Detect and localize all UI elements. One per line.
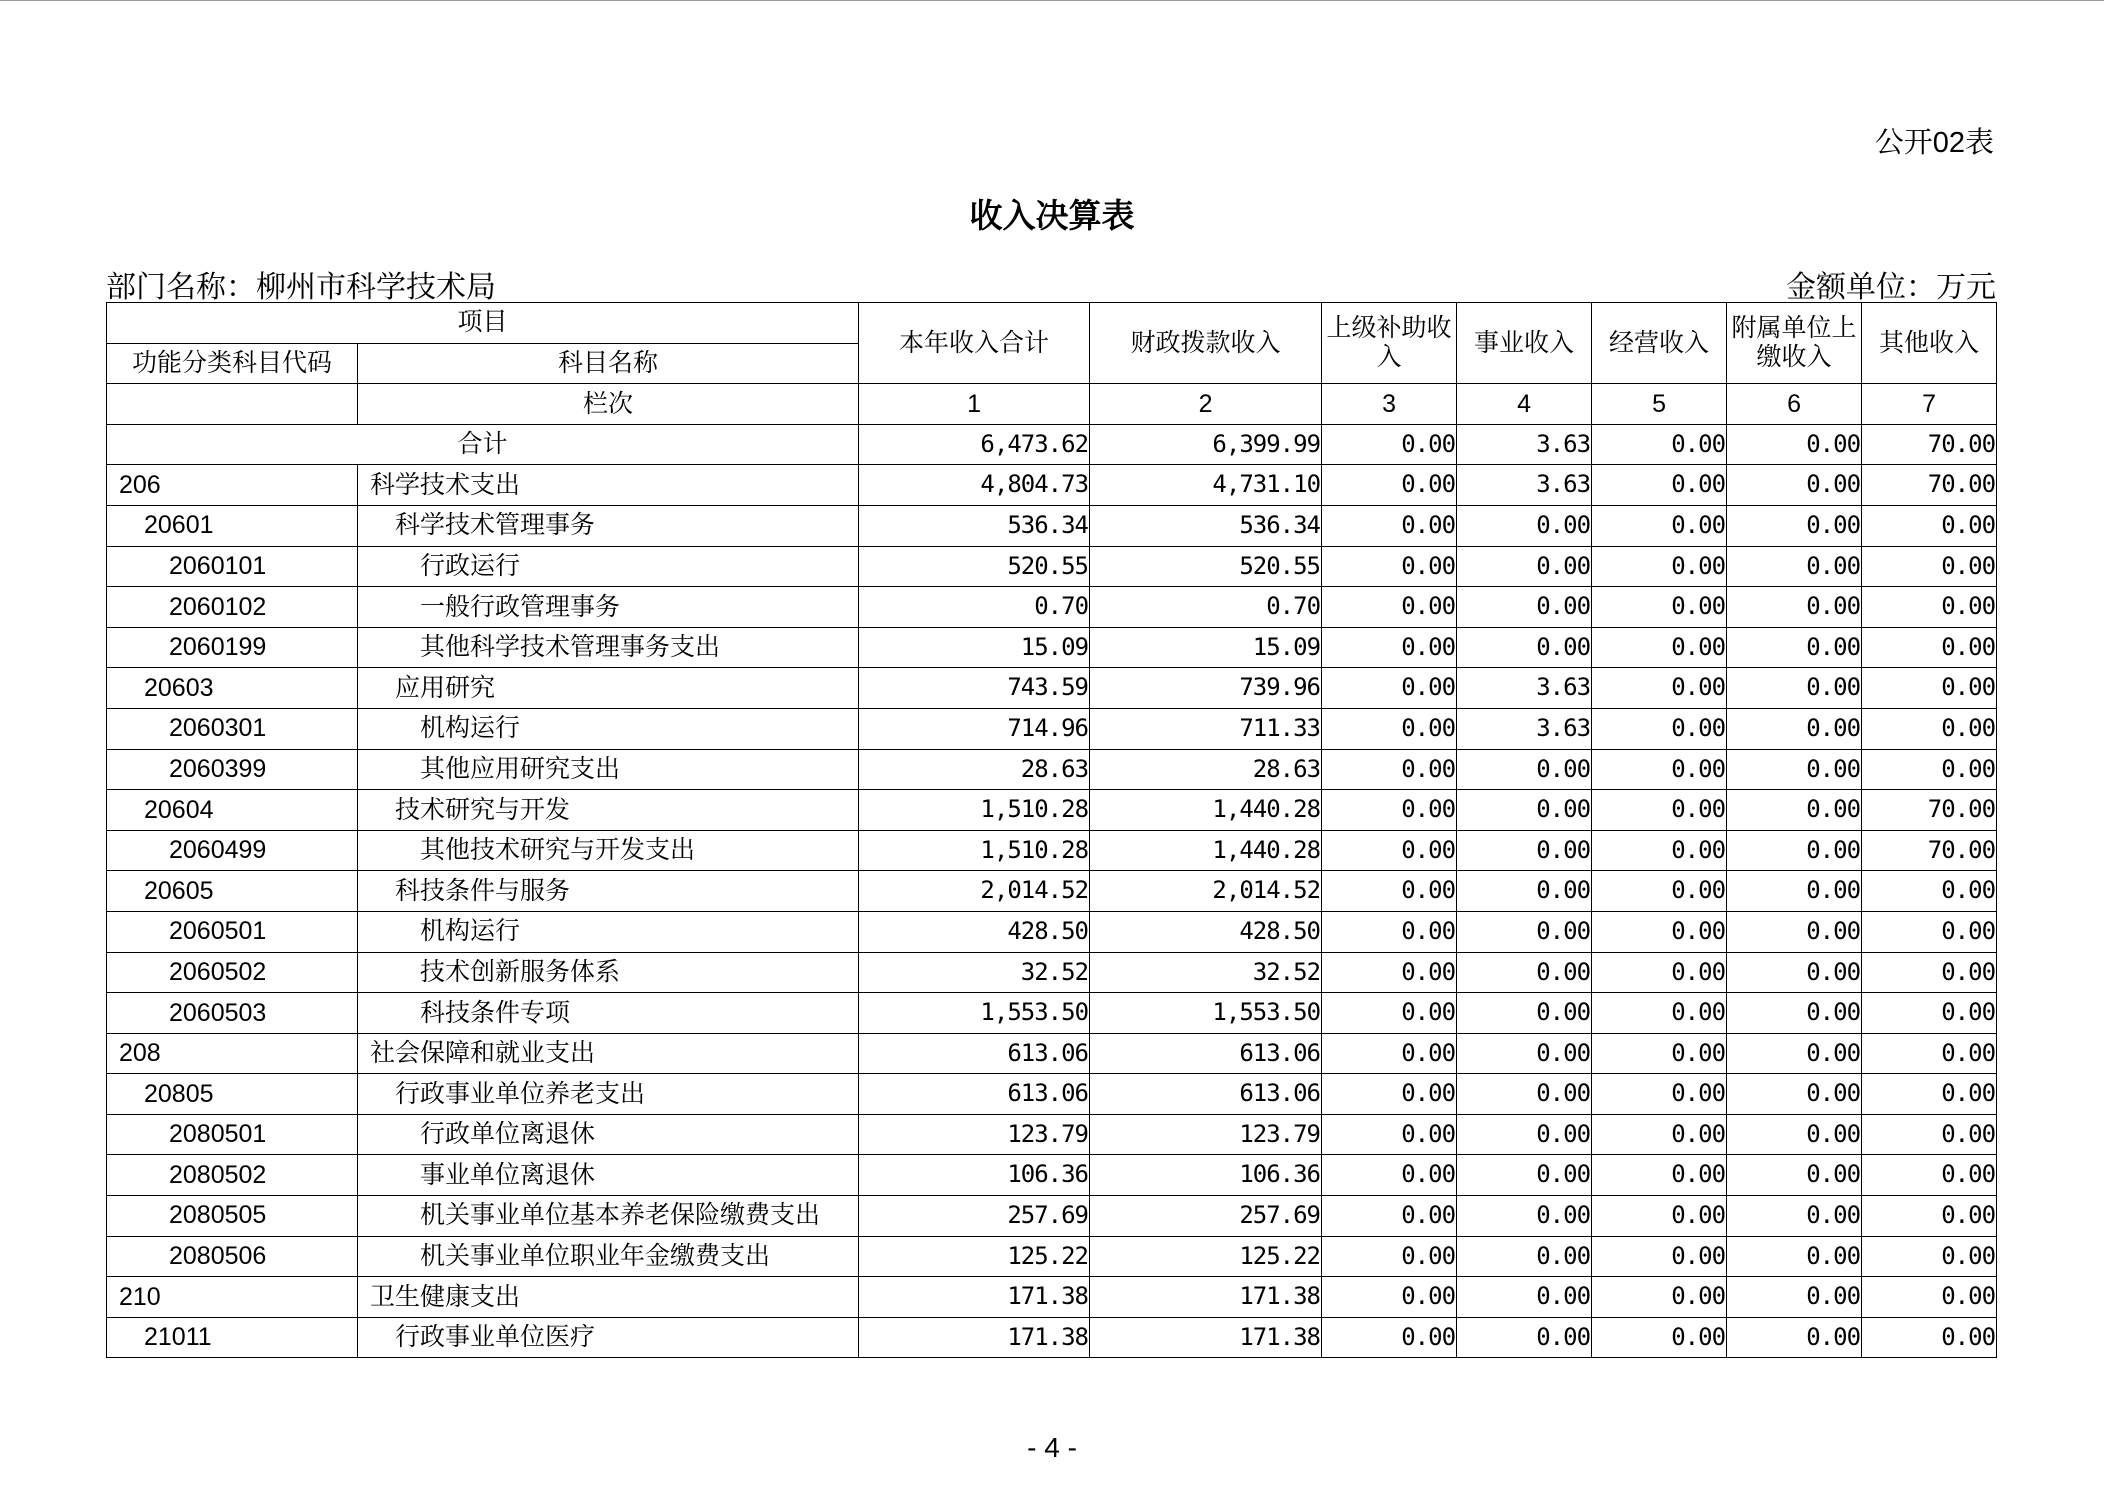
amount-cell: 0.00	[1322, 1033, 1457, 1074]
subject-code: 2080502	[107, 1155, 358, 1196]
subject-code: 2060503	[107, 993, 358, 1034]
amount-cell: 0.00	[1592, 1317, 1727, 1358]
amount-cell: 0.00	[1592, 587, 1727, 628]
amount-cell: 0.00	[1322, 749, 1457, 790]
amount-cell: 0.00	[1457, 1114, 1592, 1155]
amount-cell: 0.00	[1727, 1236, 1862, 1277]
amount-cell: 0.00	[1322, 505, 1457, 546]
table-row	[107, 587, 1997, 628]
amount-cell: 0.00	[1727, 911, 1862, 952]
amount-cell: 0.00	[1457, 749, 1592, 790]
table-row	[107, 1033, 1997, 1074]
amount-cell: 0.00	[1592, 911, 1727, 952]
subject-name: 科技条件与服务	[358, 871, 859, 912]
subject-name: 社会保障和就业支出	[358, 1033, 859, 1074]
amount-cell: 0.00	[1322, 668, 1457, 709]
column-index: 5	[1592, 384, 1727, 425]
amount-cell: 0.00	[1727, 790, 1862, 831]
table-row	[107, 1317, 1997, 1358]
amount-cell: 0.00	[1322, 546, 1457, 587]
amount-cell: 70.00	[1862, 790, 1997, 831]
table-row	[107, 1155, 1997, 1196]
subject-code: 2080505	[107, 1196, 358, 1237]
amount-cell: 0.00	[1457, 1033, 1592, 1074]
amount-cell: 0.00	[1322, 1196, 1457, 1237]
amount-cell: 0.00	[1457, 952, 1592, 993]
subject-code: 20605	[107, 871, 358, 912]
amount-cell: 0.00	[1727, 505, 1862, 546]
amount-cell: 0.00	[1322, 1236, 1457, 1277]
amount-cell: 0.00	[1862, 1114, 1997, 1155]
subject-name: 行政事业单位医疗	[358, 1317, 859, 1358]
amount-cell: 0.00	[1457, 871, 1592, 912]
amount-cell: 0.00	[1727, 830, 1862, 871]
total-value: 3.63	[1457, 424, 1592, 465]
amount-cell: 0.00	[1322, 1317, 1457, 1358]
amount-cell: 171.38	[1090, 1277, 1322, 1318]
header-superior-subsidy: 上级补助收入	[1322, 303, 1457, 384]
amount-cell: 0.00	[1592, 830, 1727, 871]
amount-cell: 171.38	[1090, 1317, 1322, 1358]
subject-code: 20604	[107, 790, 358, 831]
header-business-income: 事业收入	[1457, 303, 1592, 384]
subject-name: 其他应用研究支出	[358, 749, 859, 790]
amount-cell: 711.33	[1090, 708, 1322, 749]
header-name: 科目名称	[358, 343, 859, 384]
subject-name: 应用研究	[358, 668, 859, 709]
amount-cell: 0.00	[1862, 1155, 1997, 1196]
table-row	[107, 505, 1997, 546]
header-item: 项目	[107, 303, 859, 344]
table-row	[107, 1236, 1997, 1277]
amount-cell: 0.00	[1862, 952, 1997, 993]
amount-cell: 0.00	[1727, 871, 1862, 912]
amount-cell: 0.00	[1592, 1155, 1727, 1196]
amount-cell: 0.00	[1727, 993, 1862, 1034]
department-row	[106, 262, 1996, 302]
amount-cell: 0.00	[1322, 993, 1457, 1034]
subject-code: 210	[107, 1277, 358, 1318]
amount-cell: 0.00	[1862, 1196, 1997, 1237]
amount-cell: 3.63	[1457, 708, 1592, 749]
amount-cell: 613.06	[1090, 1033, 1322, 1074]
amount-cell: 123.79	[1090, 1114, 1322, 1155]
amount-cell: 536.34	[1090, 505, 1322, 546]
amount-cell: 4,804.73	[859, 465, 1090, 506]
amount-cell: 0.00	[1862, 587, 1997, 628]
amount-cell: 520.55	[1090, 546, 1322, 587]
amount-cell: 0.00	[1592, 668, 1727, 709]
amount-cell: 0.00	[1592, 1114, 1727, 1155]
subject-code: 206	[107, 465, 358, 506]
subject-name: 行政单位离退休	[358, 1114, 859, 1155]
amount-unit: 金额单位：万元	[1786, 271, 1996, 304]
amount-cell: 15.09	[859, 627, 1090, 668]
header-operating-income: 经营收入	[1592, 303, 1727, 384]
amount-cell: 15.09	[1090, 627, 1322, 668]
amount-cell: 0.00	[1322, 871, 1457, 912]
amount-cell: 2,014.52	[1090, 871, 1322, 912]
table-row	[107, 993, 1997, 1034]
amount-cell: 0.00	[1457, 1317, 1592, 1358]
subject-code: 2080501	[107, 1114, 358, 1155]
amount-cell: 0.00	[1727, 1033, 1862, 1074]
amount-cell: 0.00	[1862, 911, 1997, 952]
table-row	[107, 708, 1997, 749]
subject-name: 科技条件专项	[358, 993, 859, 1034]
subject-name: 科学技术管理事务	[358, 505, 859, 546]
amount-cell: 0.00	[1457, 627, 1592, 668]
amount-cell: 70.00	[1862, 830, 1997, 871]
amount-cell: 0.00	[1862, 708, 1997, 749]
amount-cell: 0.00	[1457, 830, 1592, 871]
column-index-blank	[107, 384, 358, 425]
amount-cell: 0.00	[1862, 1277, 1997, 1318]
amount-cell: 123.79	[859, 1114, 1090, 1155]
amount-cell: 0.00	[1727, 1196, 1862, 1237]
subject-code: 20601	[107, 505, 358, 546]
subject-name: 科学技术支出	[358, 465, 859, 506]
subject-name: 机关事业单位基本养老保险缴费支出	[358, 1196, 859, 1237]
amount-cell: 739.96	[1090, 668, 1322, 709]
total-value: 0.00	[1592, 424, 1727, 465]
amount-cell: 0.00	[1862, 627, 1997, 668]
amount-cell: 0.00	[1592, 627, 1727, 668]
amount-cell: 257.69	[859, 1196, 1090, 1237]
table-body	[107, 424, 1997, 1358]
subject-name: 一般行政管理事务	[358, 587, 859, 628]
amount-cell: 0.00	[1457, 1155, 1592, 1196]
department-name: 部门名称：柳州市科学技术局	[106, 271, 496, 304]
amount-cell: 1,440.28	[1090, 790, 1322, 831]
amount-cell: 0.00	[1322, 708, 1457, 749]
amount-cell: 613.06	[1090, 1074, 1322, 1115]
amount-cell: 32.52	[859, 952, 1090, 993]
amount-cell: 0.00	[1322, 587, 1457, 628]
table-row	[107, 952, 1997, 993]
table-row	[107, 465, 1997, 506]
subject-name: 行政运行	[358, 546, 859, 587]
amount-cell: 28.63	[1090, 749, 1322, 790]
subject-code: 2060301	[107, 708, 358, 749]
table-row	[107, 546, 1997, 587]
amount-cell: 0.00	[1457, 993, 1592, 1034]
amount-cell: 0.00	[1727, 627, 1862, 668]
amount-cell: 0.00	[1862, 1033, 1997, 1074]
total-value: 0.00	[1322, 424, 1457, 465]
amount-cell: 1,553.50	[859, 993, 1090, 1034]
table-row	[107, 668, 1997, 709]
subject-code: 20603	[107, 668, 358, 709]
amount-cell: 0.00	[1592, 1236, 1727, 1277]
amount-cell: 70.00	[1862, 465, 1997, 506]
subject-name: 机关事业单位职业年金缴费支出	[358, 1236, 859, 1277]
amount-cell: 0.00	[1727, 465, 1862, 506]
amount-cell: 0.00	[1322, 911, 1457, 952]
amount-cell: 0.00	[1322, 627, 1457, 668]
amount-cell: 0.00	[1457, 505, 1592, 546]
amount-cell: 743.59	[859, 668, 1090, 709]
amount-cell: 171.38	[859, 1277, 1090, 1318]
amount-cell: 0.00	[1727, 1155, 1862, 1196]
total-value: 70.00	[1862, 424, 1997, 465]
amount-cell: 0.70	[1090, 587, 1322, 628]
amount-cell: 0.00	[1727, 668, 1862, 709]
total-label: 合计	[107, 424, 859, 465]
total-value: 6,399.99	[1090, 424, 1322, 465]
amount-cell: 0.00	[1592, 465, 1727, 506]
amount-cell: 0.00	[1457, 587, 1592, 628]
amount-cell: 1,510.28	[859, 830, 1090, 871]
amount-cell: 536.34	[859, 505, 1090, 546]
amount-cell: 2,014.52	[859, 871, 1090, 912]
subject-name: 技术创新服务体系	[358, 952, 859, 993]
amount-cell: 3.63	[1457, 465, 1592, 506]
table-row	[107, 1114, 1997, 1155]
column-index: 7	[1862, 384, 1997, 425]
amount-cell: 1,553.50	[1090, 993, 1322, 1034]
column-index: 1	[859, 384, 1090, 425]
subject-code: 2060399	[107, 749, 358, 790]
amount-cell: 613.06	[859, 1074, 1090, 1115]
subject-code: 2060101	[107, 546, 358, 587]
amount-cell: 0.00	[1727, 1074, 1862, 1115]
amount-cell: 0.00	[1457, 911, 1592, 952]
amount-cell: 0.00	[1592, 546, 1727, 587]
amount-cell: 28.63	[859, 749, 1090, 790]
amount-cell: 1,440.28	[1090, 830, 1322, 871]
amount-cell: 0.00	[1457, 1277, 1592, 1318]
amount-cell: 125.22	[859, 1236, 1090, 1277]
amount-cell: 0.00	[1592, 505, 1727, 546]
amount-cell: 0.00	[1727, 1277, 1862, 1318]
amount-cell: 32.52	[1090, 952, 1322, 993]
subject-name: 其他科学技术管理事务支出	[358, 627, 859, 668]
subject-code: 2060502	[107, 952, 358, 993]
subject-name: 事业单位离退休	[358, 1155, 859, 1196]
amount-cell: 0.00	[1457, 1074, 1592, 1115]
amount-cell: 0.00	[1727, 1114, 1862, 1155]
amount-cell: 0.00	[1592, 993, 1727, 1034]
column-index-label: 栏次	[358, 384, 859, 425]
amount-cell: 0.00	[1592, 871, 1727, 912]
amount-cell: 0.00	[1592, 749, 1727, 790]
total-value: 6,473.62	[859, 424, 1090, 465]
amount-cell: 171.38	[859, 1317, 1090, 1358]
amount-cell: 0.00	[1322, 952, 1457, 993]
amount-cell: 0.00	[1862, 871, 1997, 912]
amount-cell: 0.00	[1862, 1317, 1997, 1358]
table-row	[107, 1074, 1997, 1115]
subject-name: 技术研究与开发	[358, 790, 859, 831]
amount-cell: 106.36	[1090, 1155, 1322, 1196]
header-total-income: 本年收入合计	[859, 303, 1090, 384]
amount-cell: 106.36	[859, 1155, 1090, 1196]
amount-cell: 0.00	[1727, 587, 1862, 628]
table-row	[107, 1277, 1997, 1318]
subject-code: 2060102	[107, 587, 358, 628]
subject-code: 2060501	[107, 911, 358, 952]
amount-cell: 714.96	[859, 708, 1090, 749]
amount-cell: 0.00	[1322, 1277, 1457, 1318]
amount-cell: 0.00	[1727, 749, 1862, 790]
subject-name: 行政事业单位养老支出	[358, 1074, 859, 1115]
subject-code: 2060499	[107, 830, 358, 871]
amount-cell: 0.00	[1457, 790, 1592, 831]
table-row	[107, 871, 1997, 912]
table-row	[107, 627, 1997, 668]
amount-cell: 428.50	[1090, 911, 1322, 952]
table-number: 公开02表	[1874, 127, 1994, 159]
column-index: 3	[1322, 384, 1457, 425]
column-index: 4	[1457, 384, 1592, 425]
amount-cell: 0.00	[1862, 546, 1997, 587]
amount-cell: 520.55	[859, 546, 1090, 587]
amount-cell: 0.00	[1322, 1074, 1457, 1115]
header-fiscal-appropriation: 财政拨款收入	[1090, 303, 1322, 384]
subject-name: 机构运行	[358, 708, 859, 749]
amount-cell: 0.00	[1592, 1033, 1727, 1074]
header-subsidiary-income: 附属单位上缴收入	[1727, 303, 1862, 384]
amount-cell: 4,731.10	[1090, 465, 1322, 506]
amount-cell: 0.00	[1322, 1114, 1457, 1155]
amount-cell: 0.00	[1322, 465, 1457, 506]
amount-cell: 0.00	[1862, 505, 1997, 546]
amount-cell: 0.00	[1862, 668, 1997, 709]
amount-cell: 1,510.28	[859, 790, 1090, 831]
amount-cell: 0.00	[1862, 1236, 1997, 1277]
amount-cell: 125.22	[1090, 1236, 1322, 1277]
amount-cell: 0.00	[1592, 952, 1727, 993]
amount-cell: 0.00	[1457, 1236, 1592, 1277]
amount-cell: 0.00	[1592, 790, 1727, 831]
amount-cell: 0.00	[1727, 1317, 1862, 1358]
table-row	[107, 911, 1997, 952]
page-title: 收入决算表	[969, 197, 1135, 234]
amount-cell: 0.00	[1592, 708, 1727, 749]
header-code: 功能分类科目代码	[107, 343, 358, 384]
total-value: 0.00	[1727, 424, 1862, 465]
subject-code: 2060199	[107, 627, 358, 668]
amount-cell: 0.00	[1322, 830, 1457, 871]
amount-cell: 0.70	[859, 587, 1090, 628]
amount-cell: 257.69	[1090, 1196, 1322, 1237]
amount-cell: 0.00	[1592, 1196, 1727, 1237]
amount-cell: 428.50	[859, 911, 1090, 952]
subject-name: 其他技术研究与开发支出	[358, 830, 859, 871]
column-index: 2	[1090, 384, 1322, 425]
amount-cell: 0.00	[1592, 1277, 1727, 1318]
amount-cell: 0.00	[1727, 546, 1862, 587]
amount-cell: 613.06	[859, 1033, 1090, 1074]
table-row	[107, 830, 1997, 871]
column-index: 6	[1727, 384, 1862, 425]
income-table	[106, 302, 1997, 1358]
amount-cell: 0.00	[1862, 749, 1997, 790]
table-row	[107, 1196, 1997, 1237]
amount-cell: 0.00	[1457, 1196, 1592, 1237]
subject-code: 21011	[107, 1317, 358, 1358]
amount-cell: 0.00	[1322, 790, 1457, 831]
amount-cell: 0.00	[1727, 708, 1862, 749]
amount-cell: 0.00	[1592, 1074, 1727, 1115]
amount-cell: 0.00	[1862, 993, 1997, 1034]
subject-code: 208	[107, 1033, 358, 1074]
page-number: - 4 -	[1027, 1432, 1077, 1463]
subject-name: 机构运行	[358, 911, 859, 952]
header-other-income: 其他收入	[1862, 303, 1997, 384]
header-row-1	[107, 303, 1997, 344]
amount-cell: 0.00	[1457, 546, 1592, 587]
table-row	[107, 749, 1997, 790]
subject-code: 2080506	[107, 1236, 358, 1277]
subject-name: 卫生健康支出	[358, 1277, 859, 1318]
column-index-row	[107, 384, 1997, 425]
amount-cell: 0.00	[1727, 952, 1862, 993]
table-row	[107, 790, 1997, 831]
top-border-line	[0, 0, 2104, 1]
amount-cell: 0.00	[1322, 1155, 1457, 1196]
subject-code: 20805	[107, 1074, 358, 1115]
amount-cell: 3.63	[1457, 668, 1592, 709]
amount-cell: 0.00	[1862, 1074, 1997, 1115]
total-row	[107, 424, 1997, 465]
